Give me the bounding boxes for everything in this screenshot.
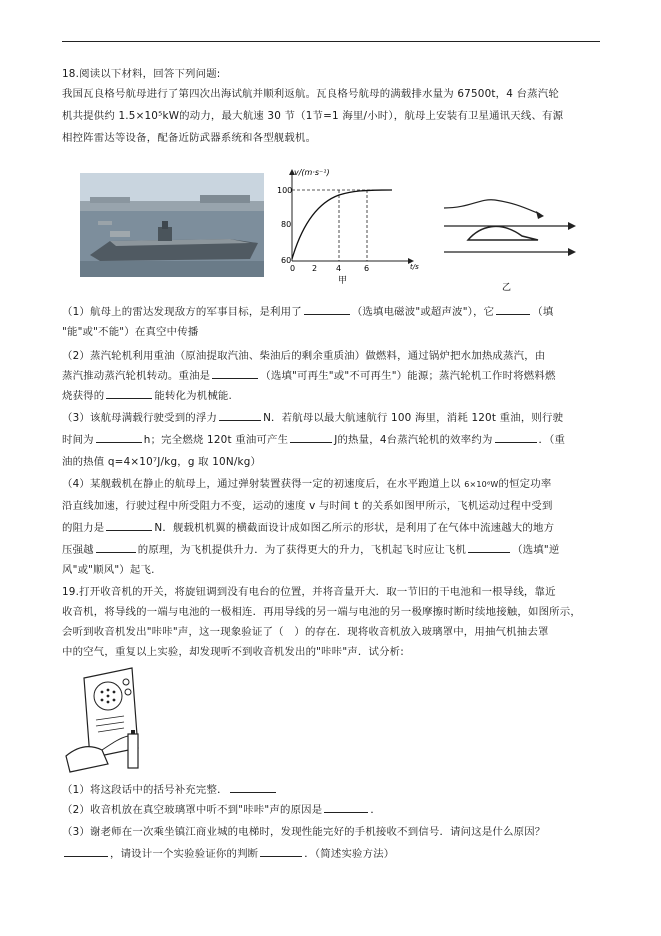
carrier-photo: [80, 173, 264, 277]
q18-sub3-line: （3）该航母满载行驶受到的浮力 N．若航母以最大航速航行 100 海里，消耗 120t 重油，则行驶: [62, 408, 602, 428]
q18-sub3-line: 时间为 h；完全燃烧 120t 重油可产生 J的热量，4台蒸汽轮机的效率约为 ．（重: [62, 430, 602, 450]
graph-xlabel: t/s: [410, 263, 419, 271]
y-tick-label: 100: [277, 186, 293, 195]
q18-sub2-line: 蒸汽推动蒸汽轮机转动。重油是 （选填"可再生"或"不可再生"）能源；蒸汽轮机工作时将燃料燃: [62, 366, 602, 386]
q18-sub4-line: （4）某舰载机在静止的航母上，通过弹射装置获得一定的初速度后，在水平跑道上以 6×10⁶W的恒定功率: [62, 478, 552, 490]
q18-sub3-line: 油的热值 q=4×10⁷J/kg，g 取 10N/kg）: [62, 456, 262, 468]
q18-sub1-line: （1）航母上的雷达发现敌方的军事目标，是利用了 （选填电磁波"或超声波"），它 （填: [62, 302, 602, 322]
q19-para-line: 会听到收音机发出"咔咔"声，这一现象验证了（ ）的存在．现将收音机放入玻璃罩中，用抽气机抽去罩: [62, 626, 549, 638]
hand-drawing: [66, 747, 108, 772]
velocity-curve: [292, 190, 392, 259]
wing-caption: 乙: [502, 283, 512, 293]
battery-drawing: [128, 734, 138, 768]
wing-cross-section: [468, 226, 538, 240]
q19-sub3-line: ，请设计一个实验验证你的判断 ．（简述实验方法）: [62, 844, 602, 864]
x-tick-label: 4: [336, 264, 342, 273]
x-tick-label: 2: [312, 264, 318, 273]
graph-ylabel: v/(m·s⁻¹): [294, 168, 330, 177]
q19-sub2: （2）收音机放在真空玻璃罩中听不到"咔咔"声的原因是 ．: [62, 800, 602, 820]
header-rule: [62, 41, 600, 42]
q19-para-line: 中的空气，重复以上实验，却发现听不到收音机发出的"咔咔"声．试分析:: [62, 646, 404, 658]
q18-sub4-line: 压强越 的原理，为飞机提供升力．为了获得更大的升力，飞机起飞时应让飞机 （选填"逆: [62, 540, 602, 560]
q19-para-line: 收音机，将导线的一端与电池的一极相连．再用导线的另一端与电池的另一极摩擦时断时续地接触，如图所示，: [62, 606, 581, 618]
q19-sub1: （1）将这段话中的括号补充完整．: [62, 780, 602, 800]
q19-sub3-line: （3）谢老师在一次乘坐镇江商业城的电梯时，发现性能完好的手机接收不到信号．请问这是什么原因？: [62, 826, 546, 838]
q18-para-line: 我国瓦良格号航母进行了第四次出海试航并顺利返航。瓦良格号航母的满载排水量为 67500t，4 台蒸汽轮: [62, 88, 559, 100]
wing-airflow-figure: [440, 198, 580, 302]
q18-intro: 18.阅读以下材料，回答下列问题:: [62, 68, 221, 80]
q18-para-line: 相控阵雷达等设备，配备近防武器系统和各型舰载机。: [62, 132, 317, 144]
y-tick-label: 60: [281, 256, 292, 265]
velocity-time-graph: [272, 165, 422, 289]
radio-battery-figure: [62, 660, 172, 784]
y-tick-label: 80: [281, 220, 292, 229]
graph-caption: 甲: [338, 276, 348, 285]
x-tick-label: 0: [290, 264, 296, 273]
q18-sub2-line: 烧获得的 能转化为机械能.: [62, 386, 602, 406]
q18-sub1-line: "能"或"不能"）在真空中传播: [62, 326, 199, 338]
q18-sub4-line: 的阻力是 N．舰载机机翼的横截面设计成如图乙所示的形状，是利用了在气体中流速越大的地方: [62, 518, 602, 538]
q18-para-line: 机共提供约 1.5×10⁵kW的动力，最大航速 30 节（1节=1 海里/小时），航母上安装有卫星通讯天线、有源: [62, 110, 564, 122]
q18-sub4-line: 沿直线加速，行驶过程中所受阻力不变，运动的速度 v 与时间 t 的关系如图甲所示，飞机运动过程中受到: [62, 500, 553, 512]
q18-sub4-line: 风"或"顺风"）起飞.: [62, 564, 155, 576]
q19-para-line: 19.打开收音机的开关，将旋钮调到没有电台的位置，并将音量开大．取一节旧的干电池和一根导线，靠近: [62, 586, 556, 598]
q18-sub2-line: （2）蒸汽轮机利用重油（原油提取汽油、柴油后的剩余重质油）做燃料，通过锅炉把水加热成蒸汽，由: [62, 350, 546, 362]
x-tick-label: 6: [364, 264, 370, 273]
